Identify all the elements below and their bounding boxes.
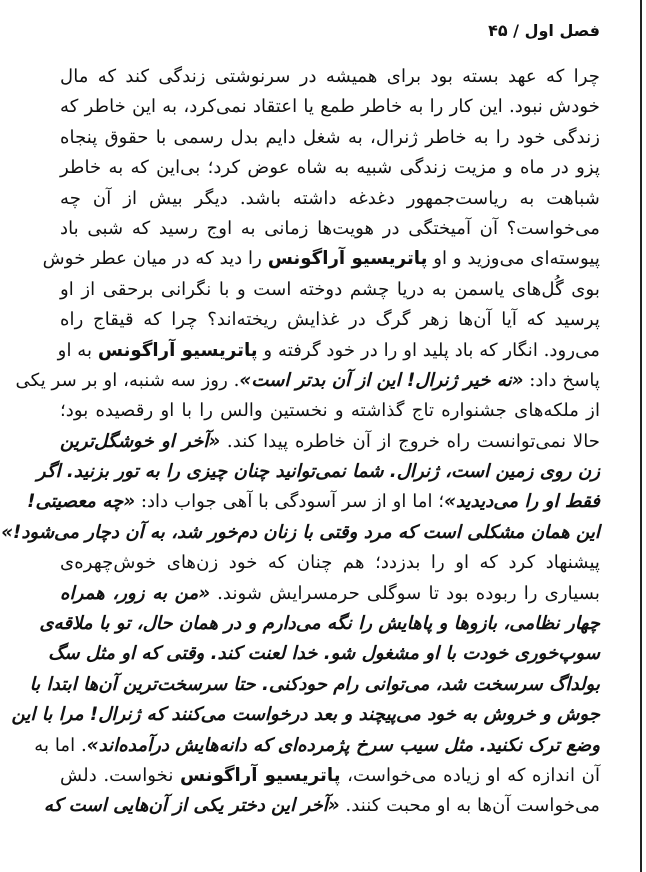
text-line [57,336,600,366]
emphasized-text: وضع ترک نکنید. مثل سیب سرخ پژمرده‌ای که دانه‌هایش درآمده‌اند» [86,734,600,756]
page-header [60,18,600,44]
text-line [27,487,600,517]
text-segment: نخواست. دلش [60,764,181,786]
text-segment: پزو در ماه و مزیت زندگی شبیه به شاه عوض کرد؛ بی‌این که به خاطر [60,157,600,179]
emphasized-text: «آخر این دختر یکی از آن‌هایی است که [43,795,340,817]
text-segment: آن اندازه که او زیاده می‌خواست، [340,764,600,786]
text-line [60,396,600,426]
text-line [42,244,600,274]
text-line [48,639,600,669]
emphasized-text: سوپ‌خوری خودت با او مشغول شو. خدا لعنت کند. وقتی که او مثل سگ [48,643,600,665]
text-segment: . روز سه شنبه، او بر سر یکی [15,369,240,391]
text-segment: ؛ اما او از سر آسودگی با آهی جواب داد: [135,491,445,513]
chapter-page-label: فصل اول / ۴۵ [488,21,600,40]
text-segment: می‌خواست آن‌ها به او محبت کنند. [339,795,600,817]
text-line [60,92,600,122]
text-line [60,153,600,183]
page-edge-rule [640,0,642,872]
text-line [36,457,600,487]
text-segment: بوی گُل‌های یاسمن به دریا چشم دوخته است و با نگرانی برحقی از او [60,278,600,300]
text-segment: زندگی خود را به خاطر ژنرال، به شغل دایم بدل رسمی با حقوق پنجاه [60,126,600,148]
text-segment: خودش نبود. این کار را به خاطر طمع یا اعتقاد نمی‌کرد، به این خاطر که [60,96,600,118]
text-line [15,366,600,396]
text-line [39,609,600,639]
text-line [60,275,600,305]
emphasized-text: فقط او را می‌دیدید» [444,491,600,513]
body-text [1,62,600,822]
text-segment: می‌خواست؟ آن آمیختگی در هویت‌ها زمانی به اوج رسید که شبی باد [60,217,600,239]
text-segment: پیوسته‌ای می‌وزید و او [427,248,600,270]
emphasized-text: «چه معصیتی! [27,491,136,513]
emphasized-text: این همان مشکلی است که مرد وقتی با زنان دم‌خور شد، به آن دچار می‌شود!» [1,521,600,543]
emphasized-text: «آخر او خوشگل‌ترین [60,430,221,452]
text-line [1,518,600,548]
text-segment: شباهت به ریاست‌جمهور دغدغه داشته باشد. دیگر بیش از آن چه [60,187,600,209]
emphasized-text: پاتریسیو آراگونس [267,248,428,270]
text-line [60,427,600,457]
text-line [60,761,600,791]
emphasized-text: «نه خیر ژنرال! این از آن بدتر است» [239,369,524,391]
text-segment: را دید که در میان عطر خوش [42,248,268,270]
text-line [60,214,600,244]
emphasized-text: چهار نظامی، بازوها و پاهایش را نگه می‌دارم و در همان حال، تو با ملاقه‌ی [39,613,600,635]
text-line [60,123,600,153]
text-segment: می‌رود. انگار که باد پلید او را در خود گرفته و [257,339,600,361]
text-segment: پاسخ داد: [523,369,600,391]
text-line [29,670,600,700]
text-line [60,305,600,335]
emphasized-text: پاتریسیو آراگونس [97,339,258,361]
text-line [34,731,600,761]
text-segment: حالا نمی‌توانست راه خروج از آن خاطره پیدا کند. [220,430,600,452]
text-line [43,791,600,821]
text-line [60,548,600,578]
text-segment: . اما به [34,734,87,756]
text-line [60,579,600,609]
text-segment: از ملکه‌های جشنواره تاج گذاشته و نخستین والس را با او رقصیده بود؛ [60,400,600,422]
emphasized-text: پاتریسیو آراگونس [180,764,341,786]
text-line [60,62,600,92]
text-line [11,700,600,730]
text-segment: پیشنهاد کرد که او را بدزدد؛ هم چنان که خود زن‌های خوش‌چهره‌ی [60,552,600,574]
emphasized-text: بولداگ سرسخت شد، می‌توانی رام حودکنی. حتا سرسخت‌ترین آن‌ها ابتدا با [29,673,600,695]
text-segment: به او [57,339,98,361]
text-line [60,184,600,214]
emphasized-text: «من به زور، همراه [60,582,211,604]
text-segment: پرسید که آیا آن‌ها زهر گرگ در غذایش ریخته‌اند؟ چرا که قیقاج راه [60,309,600,331]
emphasized-text: جوش و خروش به خود می‌پیچند و بعد درخواست می‌کنند که ژنرال! مرا با این [11,704,600,726]
text-segment: چرا که عهد بسته بود برای همیشه در سرنوشتی زندگی کند که مال [60,66,600,87]
text-segment: بسیاری را ربوده بود تا سوگلی حرمسرایش شوند. [210,582,600,604]
emphasized-text: زن روی زمین است، ژنرال. شما نمی‌توانید چنان چیزی را به تور بزنید. اگر [36,461,600,483]
